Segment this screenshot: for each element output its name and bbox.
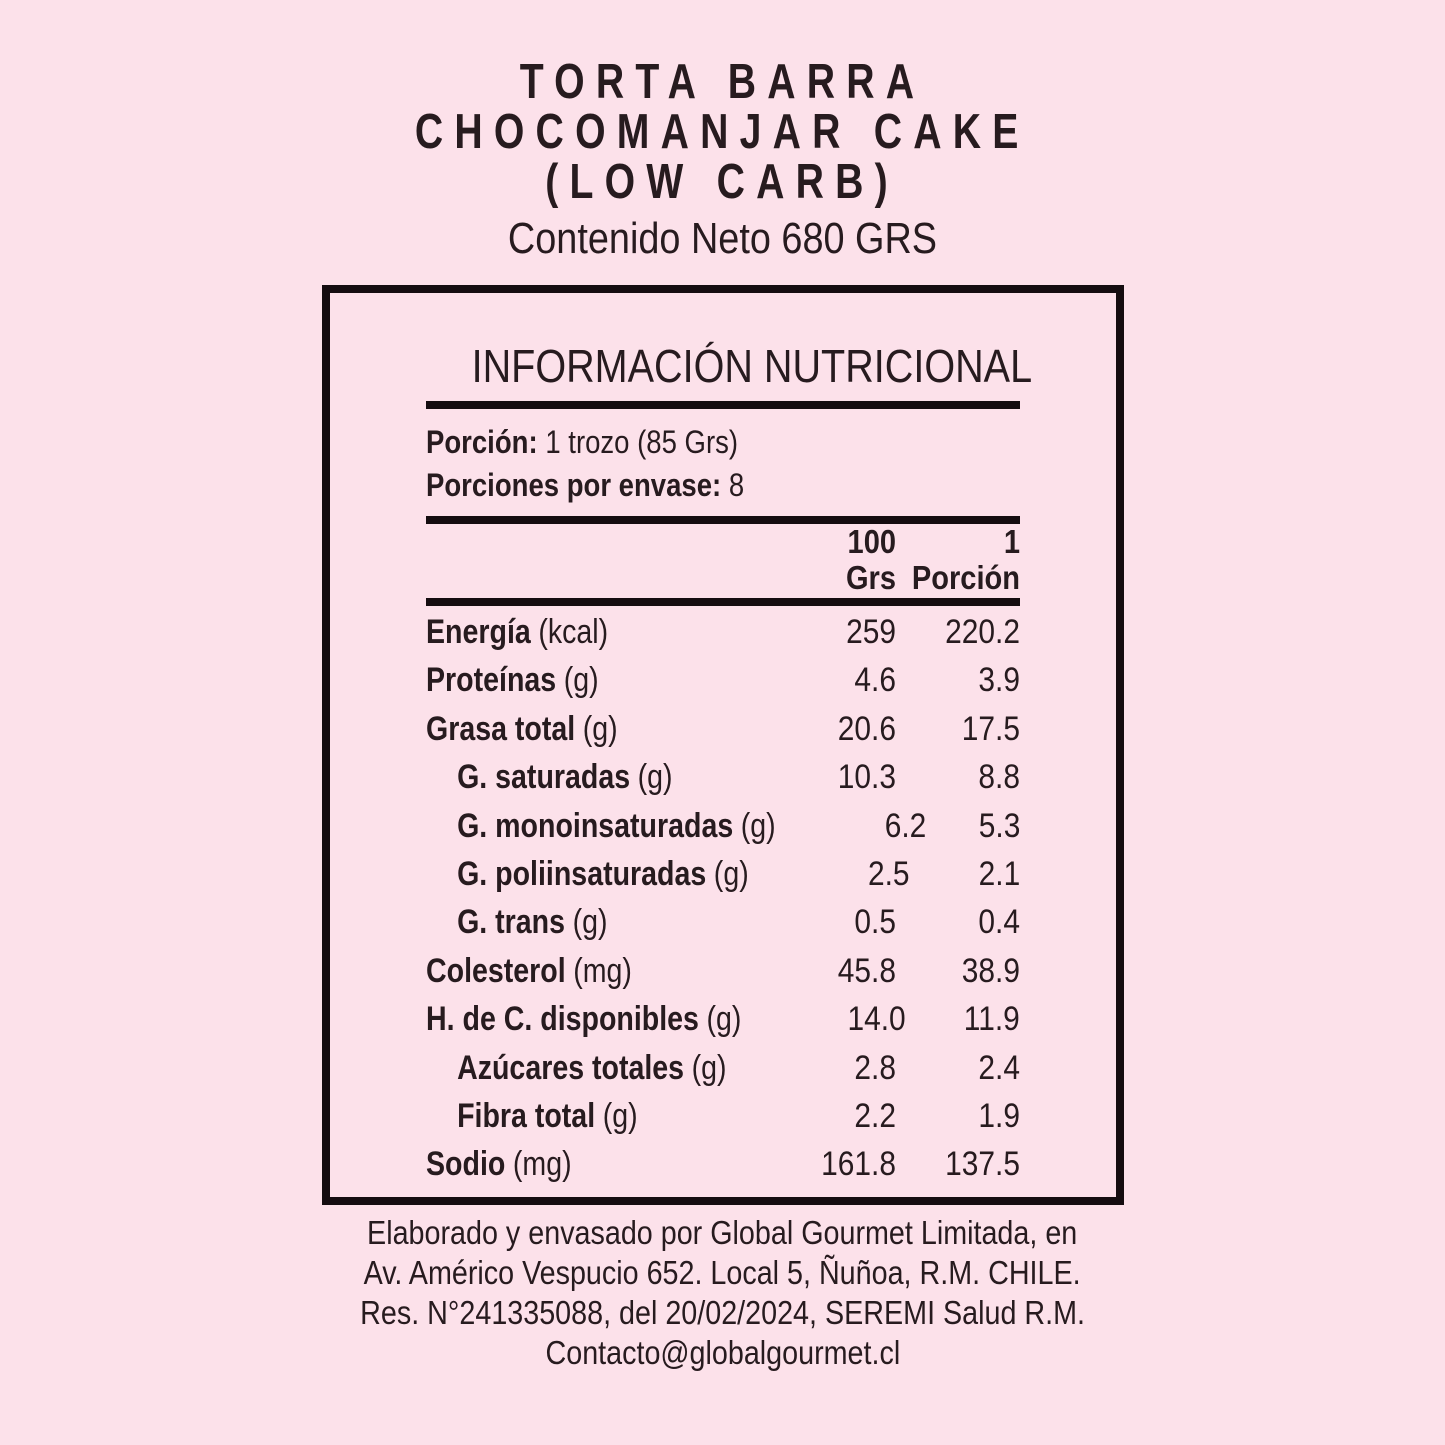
net-content xyxy=(0,215,1445,263)
product-title xyxy=(0,57,1445,263)
nutrient-name: Proteínas xyxy=(426,661,557,700)
value-per-portion: 2.4 xyxy=(978,1048,1020,1087)
nutrient-unit: (g) xyxy=(572,903,608,942)
nutrient-name: Energía xyxy=(426,613,531,651)
value-per-100g: 45.8 xyxy=(837,951,896,990)
nutrition-panel-content xyxy=(426,339,1033,1189)
value-per-100g: 0.5 xyxy=(854,903,896,942)
footer-line-2-text: Av. Américo Vespucio 652. Local 5, Ñuñoa, R.M. CHILE. xyxy=(363,1254,1082,1291)
nutrient-row-trans xyxy=(426,898,1020,946)
value-per-100g: 161.8 xyxy=(821,1145,896,1184)
value-per-portion: 3.9 xyxy=(978,661,1020,700)
value-per-100g: 4.6 xyxy=(854,661,896,700)
value-per-portion: 220.2 xyxy=(945,613,1020,651)
product-title-text-3: (LOW CARB) xyxy=(545,155,900,209)
net-content-text: Contenido Neto 680 GRS xyxy=(507,214,938,263)
value-per-portion: 0.4 xyxy=(978,903,1020,942)
value-per-portion: 17.5 xyxy=(961,709,1020,748)
nutrition-panel-title xyxy=(426,339,1033,393)
value-per-portion: 2.1 xyxy=(978,855,1020,894)
nutrient-label xyxy=(426,850,749,898)
nutrient-label xyxy=(426,608,727,656)
value-per-100g: 2.5 xyxy=(868,855,910,894)
product-title-line-3 xyxy=(0,157,1445,207)
nutrient-row-energia xyxy=(426,608,1020,656)
footer-contact-email: Contacto@globalgourmet.cl xyxy=(545,1334,900,1371)
footer-line-1 xyxy=(0,1213,1445,1253)
nutrient-unit: (mg) xyxy=(512,1145,572,1184)
footer-line-1-text: Elaborado y envasado por Global Gourmet Limitada, en xyxy=(367,1214,1078,1251)
nutrient-unit: (g) xyxy=(713,855,749,894)
nutrient-label xyxy=(426,947,727,995)
nutrient-row-poliinsaturadas xyxy=(426,850,1020,898)
value-per-100g: 20.6 xyxy=(837,709,896,748)
nutrient-name: Azúcares totales xyxy=(457,1048,685,1087)
nutrient-row-monoinsaturadas xyxy=(426,802,1020,850)
nutrient-label xyxy=(426,1140,727,1188)
product-title-text-1: TORTA BARRA xyxy=(519,55,926,109)
nutrient-name: Sodio xyxy=(426,1145,506,1184)
nutrient-unit: (g) xyxy=(582,709,618,748)
nutrient-row-proteinas xyxy=(426,656,1020,704)
value-per-100g: 14.0 xyxy=(846,1000,906,1039)
value-per-100g: 10.3 xyxy=(837,758,896,797)
value-per-portion: 8.8 xyxy=(978,758,1020,797)
value-per-100g: 259 xyxy=(846,613,896,651)
nutrient-unit: (g) xyxy=(706,1000,742,1039)
nutrient-unit: (mg) xyxy=(573,951,632,990)
footer-line-3-text: Res. N°241335088, del 20/02/2024, SEREMI Salud R.M. xyxy=(360,1294,1085,1331)
value-per-100g: 2.8 xyxy=(854,1048,896,1087)
nutrient-row-azucares xyxy=(426,1044,1020,1092)
value-per-100g: 6.2 xyxy=(885,806,927,845)
nutrient-unit: (g) xyxy=(602,1097,638,1136)
nutrient-row-grasa-total xyxy=(426,705,1020,753)
serving-size-value: 1 trozo (85 Grs) xyxy=(545,424,739,460)
nutrient-label xyxy=(426,1092,727,1140)
nutrient-name: H. de C. disponibles xyxy=(426,1000,699,1039)
servings-per-pack-value: 8 xyxy=(728,467,745,503)
footer-line-3 xyxy=(0,1293,1445,1333)
column-header-portion: 1 Porción xyxy=(911,523,1020,596)
nutrient-label xyxy=(426,656,727,704)
servings-per-pack-label: Porciones por envase: xyxy=(426,467,722,503)
manufacturer-info xyxy=(0,1213,1445,1373)
column-header-100g: 100 Grs xyxy=(845,523,896,596)
nutrient-row-fibra xyxy=(426,1092,1020,1140)
footer-line-2 xyxy=(0,1253,1445,1293)
nutrient-unit: (g) xyxy=(691,1048,727,1087)
nutrient-unit: (g) xyxy=(740,806,776,845)
nutrient-label xyxy=(426,1044,727,1092)
nutrient-name: G. trans xyxy=(457,903,566,942)
divider-middle xyxy=(426,516,1020,524)
nutrient-label xyxy=(426,753,727,801)
serving-size-label: Porción: xyxy=(426,424,538,460)
product-title-line-1 xyxy=(0,57,1445,107)
product-title-text-2: CHOCOMANJAR CAKE xyxy=(415,105,1030,159)
nutrition-panel xyxy=(322,285,1124,1205)
nutrient-unit: (g) xyxy=(563,661,599,700)
nutrient-label xyxy=(426,705,727,753)
nutrient-name: G. monoinsaturadas xyxy=(457,806,734,845)
value-per-portion: 137.5 xyxy=(945,1145,1020,1184)
value-per-portion: 1.9 xyxy=(978,1097,1020,1136)
footer-line-4 xyxy=(0,1333,1445,1373)
column-header-spacer xyxy=(426,524,784,596)
nutrient-name: G. saturadas xyxy=(457,758,631,797)
value-per-portion: 5.3 xyxy=(978,806,1020,845)
nutrient-label xyxy=(426,802,776,850)
value-per-portion: 38.9 xyxy=(961,951,1020,990)
serving-size-row xyxy=(426,421,937,464)
nutrition-panel-title-text: INFORMACIÓN NUTRICIONAL xyxy=(471,340,1033,392)
divider-header xyxy=(426,598,1020,606)
nutrient-table xyxy=(426,608,1020,1189)
servings-per-pack-row xyxy=(426,464,937,507)
divider-top xyxy=(426,401,1020,409)
nutrient-row-saturadas xyxy=(426,753,1020,801)
nutrient-unit: (kcal) xyxy=(538,613,609,651)
nutrient-name: Colesterol xyxy=(426,951,566,990)
column-headers xyxy=(426,524,1020,596)
nutrient-name: Fibra total xyxy=(457,1097,596,1136)
nutrient-row-carbohidratos xyxy=(426,995,1020,1043)
nutrient-row-sodio xyxy=(426,1140,1020,1188)
nutrient-label xyxy=(426,898,727,946)
nutrient-row-colesterol xyxy=(426,947,1020,995)
nutrient-label xyxy=(426,995,741,1043)
product-title-line-2 xyxy=(0,107,1445,157)
value-per-portion: 11.9 xyxy=(963,1000,1020,1039)
value-per-100g: 2.2 xyxy=(854,1097,896,1136)
nutrient-unit: (g) xyxy=(637,758,673,797)
nutrient-name: Grasa total xyxy=(426,709,576,748)
nutrient-name: G. poliinsaturadas xyxy=(457,855,707,894)
